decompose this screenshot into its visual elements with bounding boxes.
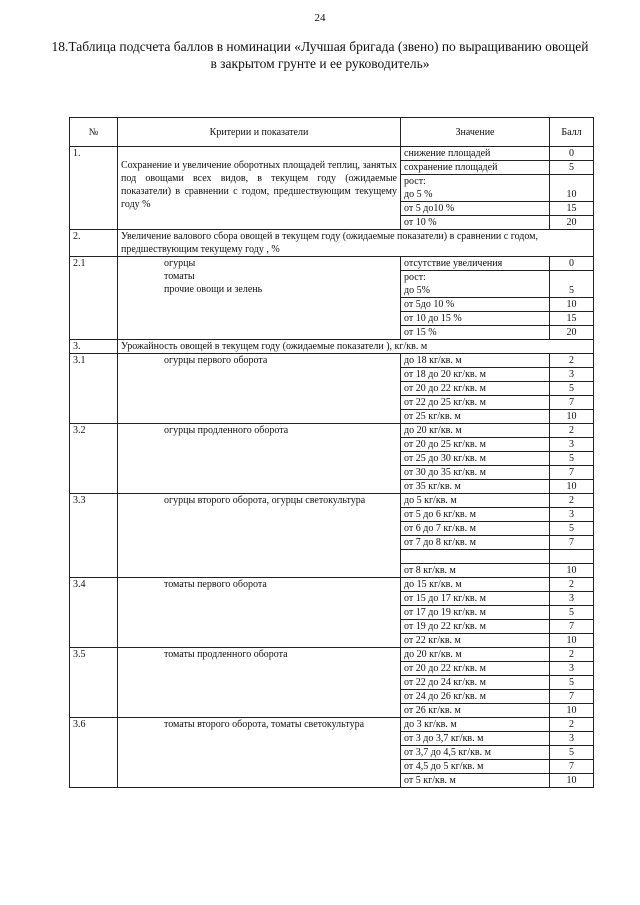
value-cell: от 22 кг/кв. м	[401, 634, 550, 648]
points-cell: 5	[550, 452, 594, 466]
table-row	[70, 424, 594, 438]
points-cell: 3	[550, 368, 594, 382]
criteria-cell: огурцы первого оборота	[118, 354, 401, 424]
scoring-table	[69, 117, 594, 788]
value-cell: от 5 до 6 кг/кв. м	[401, 508, 550, 522]
criteria-cell: томаты первого оборота	[118, 578, 401, 648]
points-cell: 5	[550, 606, 594, 620]
section-number: 3.	[70, 340, 118, 354]
value-cell: от 5до 10 %	[401, 298, 550, 312]
points-cell: 15	[550, 312, 594, 326]
table-row	[70, 648, 594, 662]
value-cell: до 15 кг/кв. м	[401, 578, 550, 592]
criteria-cell: огурцы продленного оборота	[118, 424, 401, 494]
criteria-cell: томаты второго оборота, томаты светокультура	[118, 718, 401, 788]
value-cell: от 30 до 35 кг/кв. м	[401, 466, 550, 480]
points-cell: 3	[550, 592, 594, 606]
value-cell: от 20 до 25 кг/кв. м	[401, 438, 550, 452]
value-cell: от 22 до 24 кг/кв. м	[401, 676, 550, 690]
points-cell: 7	[550, 466, 594, 480]
points-cell: 5	[550, 676, 594, 690]
value-cell: от 20 до 22 кг/кв. м	[401, 662, 550, 676]
value-cell: от 10 %	[401, 216, 550, 230]
value-cell: от 15 до 17 кг/кв. м	[401, 592, 550, 606]
points-cell: 10	[550, 704, 594, 718]
points-cell: 10	[550, 564, 594, 578]
page-title: 18.Таблица подсчета баллов в номинации «Лучшая бригада (звено) по выращиванию овощей в закрытом грунте и ее руководитель»	[51, 39, 589, 71]
value-cell: от 4,5 до 5 кг/кв. м	[401, 760, 550, 774]
value-cell: сохранение площадей	[401, 161, 550, 175]
value-cell: снижение площадей	[401, 147, 550, 161]
points-cell: 3	[550, 732, 594, 746]
header-value: Значение	[401, 118, 550, 147]
value-cell: от 7 до 8 кг/кв. м	[401, 536, 550, 550]
table-row	[70, 718, 594, 732]
points-cell: 7	[550, 760, 594, 774]
table-row	[70, 578, 594, 592]
points-cell: 3	[550, 662, 594, 676]
points-cell: 5	[550, 382, 594, 396]
points-cell: 5	[550, 522, 594, 536]
section-criteria: Урожайность овощей в текущем году (ожидаемые показатели ), кг/кв. м	[118, 340, 594, 354]
table-header-row	[70, 118, 594, 147]
table-row	[70, 257, 594, 271]
points-cell: 7	[550, 396, 594, 410]
section-number: 3.3	[70, 494, 118, 578]
value-cell: от 17 до 19 кг/кв. м	[401, 606, 550, 620]
section-number: 3.4	[70, 578, 118, 648]
table-row	[70, 494, 594, 508]
section-criteria: Увеличение валового сбора овощей в текущем году (ожидаемые показатели) в сравнении с годом, предшествующим текущему году , %	[118, 230, 594, 257]
section-number: 2.1	[70, 257, 118, 340]
value-cell: до 3 кг/кв. м	[401, 718, 550, 732]
value-cell: до 20 кг/кв. м	[401, 424, 550, 438]
value-cell: до 5 кг/кв. м	[401, 494, 550, 508]
value-cell: от 24 до 26 кг/кв. м	[401, 690, 550, 704]
points-cell: 2	[550, 718, 594, 732]
value-cell	[401, 550, 550, 564]
points-cell: 10	[550, 410, 594, 424]
section-number: 3.5	[70, 648, 118, 718]
points-cell: 2	[550, 354, 594, 368]
value-cell: от 10 до 15 %	[401, 312, 550, 326]
value-cell: от 25 до 30 кг/кв. м	[401, 452, 550, 466]
criteria-cell: Сохранение и увеличение оборотных площадей теплиц, занятых под овощами всех видов, в текущем году (ожидаемые показатели) в сравнении с годом, предшествующим текущему году %	[118, 147, 401, 230]
value-cell: от 3 до 3,7 кг/кв. м	[401, 732, 550, 746]
points-cell: 3	[550, 438, 594, 452]
points-cell: 5	[550, 161, 594, 175]
value-cell: от 3,7 до 4,5 кг/кв. м	[401, 746, 550, 760]
points-cell: 5	[550, 746, 594, 760]
value-cell: от 5 до10 %	[401, 202, 550, 216]
points-cell	[550, 550, 594, 564]
section-number: 3.6	[70, 718, 118, 788]
section-number: 2.	[70, 230, 118, 257]
value-cell: до 20 кг/кв. м	[401, 648, 550, 662]
points-cell: 10	[550, 774, 594, 788]
criteria-cell: огурцы томаты прочие овощи и зелень	[118, 257, 401, 340]
value-cell: рост: до 5 %	[401, 175, 550, 202]
value-cell: от 20 до 22 кг/кв. м	[401, 382, 550, 396]
value-cell: от 8 кг/кв. м	[401, 564, 550, 578]
points-cell: 5	[550, 271, 594, 298]
criteria-cell: огурцы второго оборота, огурцы светокультура	[118, 494, 401, 578]
points-cell: 3	[550, 508, 594, 522]
value-cell: от 5 кг/кв. м	[401, 774, 550, 788]
points-cell: 2	[550, 578, 594, 592]
value-cell: рост: до 5%	[401, 271, 550, 298]
points-cell: 15	[550, 202, 594, 216]
table-row	[70, 354, 594, 368]
section-number: 3.1	[70, 354, 118, 424]
section-number: 1.	[70, 147, 118, 230]
section-number: 3.2	[70, 424, 118, 494]
value-cell: от 19 до 22 кг/кв. м	[401, 620, 550, 634]
points-cell: 7	[550, 620, 594, 634]
table-body	[70, 147, 594, 788]
points-cell: 20	[550, 216, 594, 230]
points-cell: 10	[550, 480, 594, 494]
criteria-cell: томаты продленного оборота	[118, 648, 401, 718]
points-cell: 2	[550, 424, 594, 438]
value-cell: от 18 до 20 кг/кв. м	[401, 368, 550, 382]
section-row	[70, 230, 594, 257]
header-points: Балл	[550, 118, 594, 147]
points-cell: 7	[550, 536, 594, 550]
points-cell: 20	[550, 326, 594, 340]
table-row	[70, 147, 594, 161]
value-cell: до 18 кг/кв. м	[401, 354, 550, 368]
points-cell: 0	[550, 257, 594, 271]
points-cell: 2	[550, 648, 594, 662]
points-cell: 10	[550, 298, 594, 312]
section-row	[70, 340, 594, 354]
points-cell: 2	[550, 494, 594, 508]
value-cell: от 26 кг/кв. м	[401, 704, 550, 718]
points-cell: 10	[550, 634, 594, 648]
value-cell: отсутствие увеличения	[401, 257, 550, 271]
value-cell: от 15 %	[401, 326, 550, 340]
points-cell: 0	[550, 147, 594, 161]
header-num: №	[70, 118, 118, 147]
value-cell: от 35 кг/кв. м	[401, 480, 550, 494]
points-cell: 7	[550, 690, 594, 704]
value-cell: от 22 до 25 кг/кв. м	[401, 396, 550, 410]
points-cell: 10	[550, 175, 594, 202]
header-criteria: Критерии и показатели	[118, 118, 401, 147]
value-cell: от 6 до 7 кг/кв. м	[401, 522, 550, 536]
page-number: 24	[314, 12, 326, 24]
value-cell: от 25 кг/кв. м	[401, 410, 550, 424]
